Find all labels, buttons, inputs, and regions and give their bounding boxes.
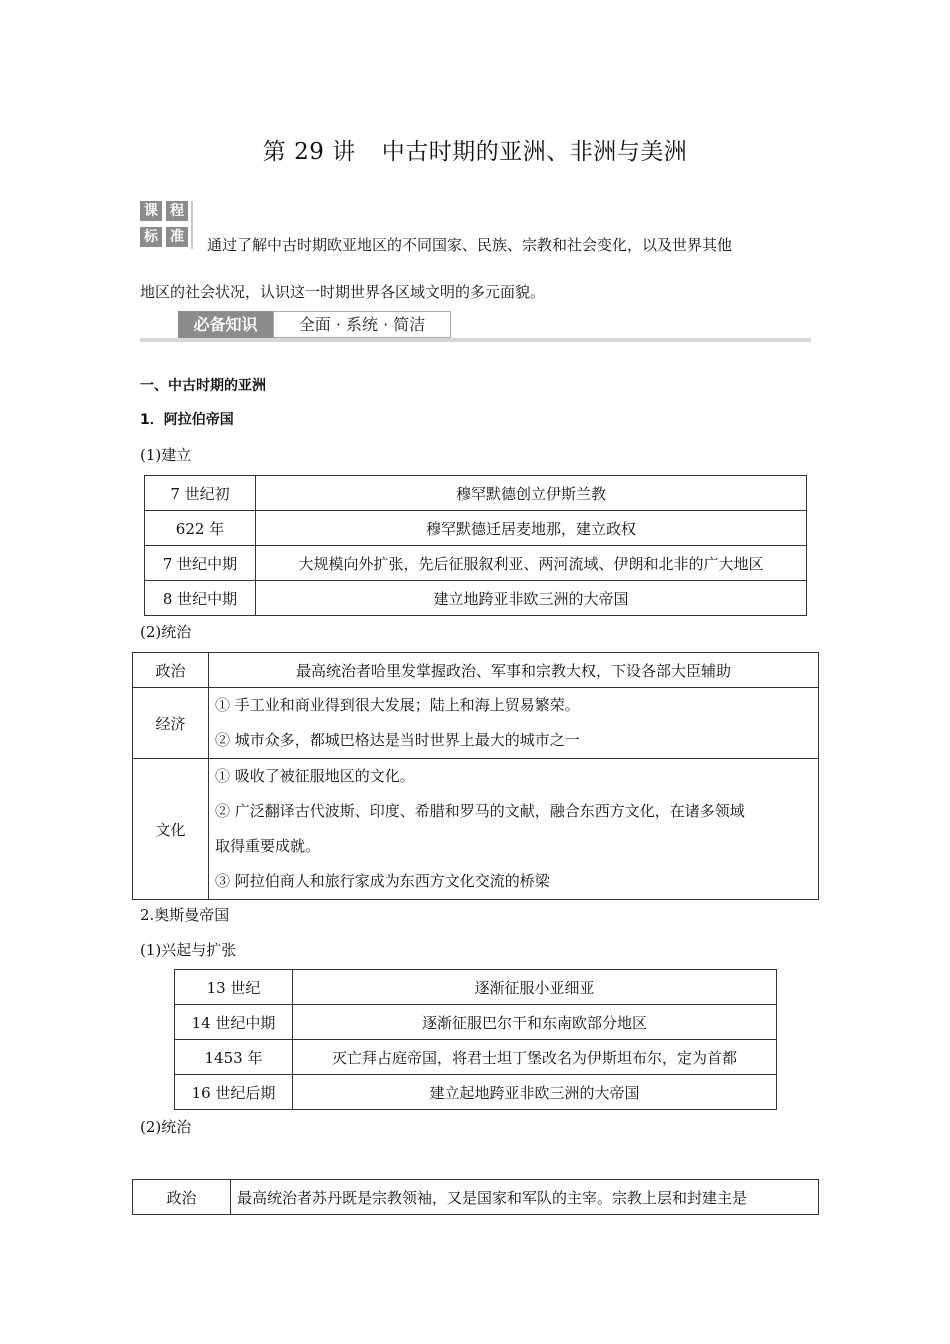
- event-cell: 逐渐征服巴尔干和东南欧部分地区: [293, 1005, 777, 1040]
- table-row: [133, 653, 819, 688]
- event-cell: 建立起地跨亚非欧三洲的大帝国: [293, 1075, 777, 1110]
- category-cell: 政治: [133, 1180, 231, 1215]
- section-divider: [140, 338, 811, 342]
- item-label: (1)兴起与扩张: [140, 941, 237, 959]
- section-heading: 一、中古时期的亚洲: [140, 378, 266, 394]
- time-cell: 14 世纪中期: [175, 1005, 293, 1040]
- list-item: ① 吸收了被征服地区的文化。: [215, 767, 415, 785]
- banner-sub-label: 全面 · 系统 · 简洁: [273, 311, 451, 338]
- table-row: [145, 476, 807, 511]
- table-row: [175, 1005, 777, 1040]
- badge-char: 程: [166, 201, 188, 221]
- table-row: [175, 1075, 777, 1110]
- table-row: [175, 1040, 777, 1075]
- list-item: 取得重要成就。: [215, 837, 321, 855]
- item-label: (2)统治: [140, 1118, 192, 1136]
- banner-main-label: 必备知识: [178, 311, 273, 338]
- table-row: [133, 759, 819, 900]
- category-cell: 政治: [133, 653, 209, 688]
- category-cell: 文化: [133, 759, 209, 900]
- ottoman-rise-table: [174, 969, 777, 1110]
- time-cell: 13 世纪: [175, 970, 293, 1005]
- table-row: [133, 1180, 819, 1215]
- item-label: (1)建立: [140, 446, 192, 464]
- list-item: ② 广泛翻译古代波斯、印度、希腊和罗马的文献，融合东西方文化，在诸多领域: [215, 802, 745, 820]
- list-item: ② 城市众多，都城巴格达是当时世界上最大的城市之一: [215, 731, 580, 749]
- subsection-heading: 1．阿拉伯帝国: [140, 412, 234, 428]
- category-cell: 经济: [133, 688, 209, 759]
- event-cell: 穆罕默德创立伊斯兰教: [256, 476, 807, 511]
- event-cell: 大规模向外扩张，先后征服叙利亚、两河流域、伊朗和北非的广大地区: [256, 546, 807, 581]
- event-cell: 穆罕默德迁居麦地那，建立政权: [256, 511, 807, 546]
- subsection-heading: 2.奥斯曼帝国: [140, 906, 230, 924]
- arab-rule-table: [132, 652, 819, 900]
- content-cell: [209, 759, 819, 900]
- content-cell: [209, 688, 819, 759]
- badge-char: 准: [166, 227, 188, 247]
- table-row: [145, 581, 807, 616]
- time-cell: 622 年: [145, 511, 256, 546]
- item-label: (2)统治: [140, 623, 192, 641]
- time-cell: 1453 年: [175, 1040, 293, 1075]
- content-cell: 最高统治者苏丹既是宗教领袖，又是国家和军队的主宰。宗教上层和封建主是: [231, 1180, 819, 1215]
- content-cell: 最高统治者哈里发掌握政治、军事和宗教大权，下设各部大臣辅助: [209, 653, 819, 688]
- event-cell: 建立地跨亚非欧三洲的大帝国: [256, 581, 807, 616]
- table-row: [133, 688, 819, 759]
- curriculum-standard-badge: [140, 201, 192, 249]
- arab-founding-table: [144, 475, 807, 616]
- standard-text-line1: 通过了解中古时期欧亚地区的不同国家、民族、宗教和社会变化，以及世界其他: [207, 236, 733, 254]
- time-cell: 7 世纪初: [145, 476, 256, 511]
- badge-char: 标: [140, 227, 162, 247]
- page-title: [0, 133, 950, 166]
- list-item: ① 手工业和商业得到很大发展；陆上和海上贸易繁荣。: [215, 696, 580, 714]
- table-row: [145, 546, 807, 581]
- time-cell: 8 世纪中期: [145, 581, 256, 616]
- time-cell: 7 世纪中期: [145, 546, 256, 581]
- badge-char: 课: [140, 201, 162, 221]
- lecture-number: 第 29 讲: [262, 139, 356, 165]
- ottoman-rule-table: [132, 1179, 819, 1215]
- standard-text-line2: 地区的社会状况，认识这一时期世界各区域文明的多元面貌。: [140, 283, 546, 301]
- time-cell: 16 世纪后期: [175, 1075, 293, 1110]
- list-item: ③ 阿拉伯商人和旅行家成为东西方文化交流的桥梁: [215, 872, 550, 890]
- badge-divider: [191, 201, 193, 249]
- table-row: [145, 511, 807, 546]
- table-row: [175, 970, 777, 1005]
- event-cell: 灭亡拜占庭帝国，将君士坦丁堡改名为伊斯坦布尔，定为首都: [293, 1040, 777, 1075]
- event-cell: 逐渐征服小亚细亚: [293, 970, 777, 1005]
- lecture-title: 中古时期的亚洲、非洲与美洲: [381, 139, 688, 165]
